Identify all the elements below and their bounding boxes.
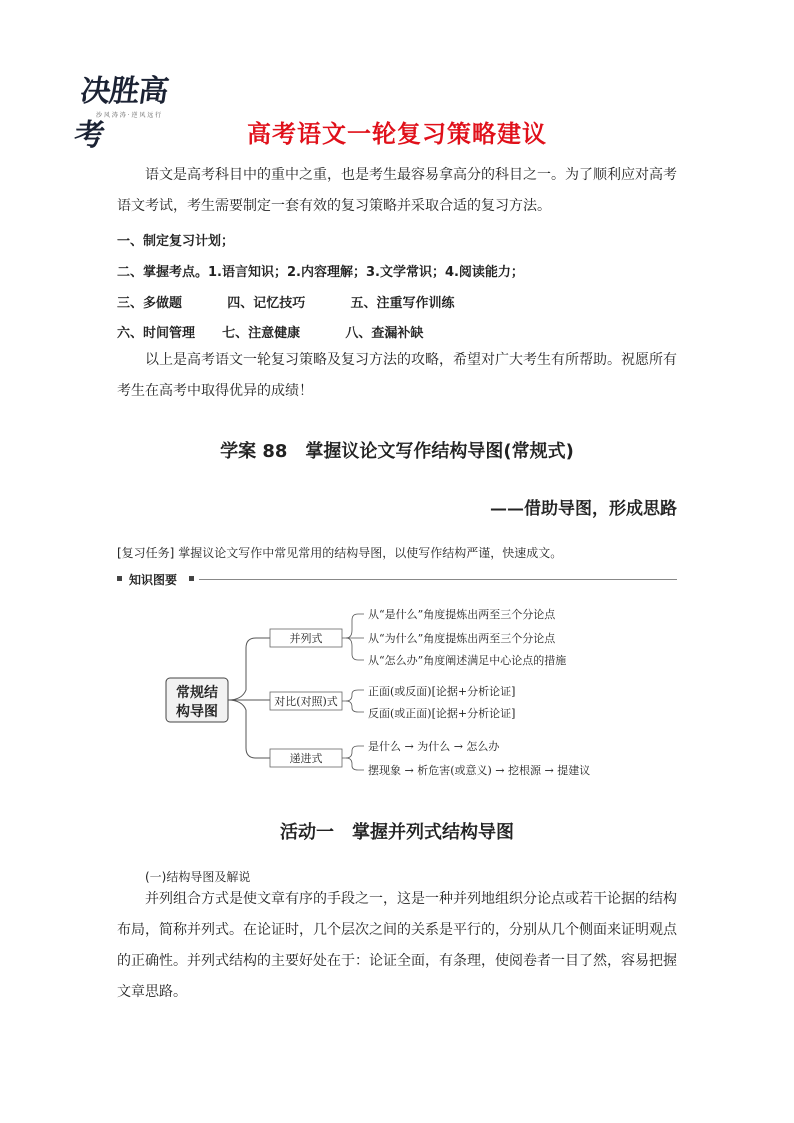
branch-label-contrast: 对比(对照)式 — [274, 695, 338, 708]
leaf-parallel-3: 从“怎么办”角度阐述满足中心论点的措施 — [368, 654, 567, 667]
intro-item-3: 三、多做题 四、记忆技巧 五、注重写作训练 — [117, 296, 455, 311]
leaf-contrast-1: 正面(或反面)[论据+分析论证] — [368, 685, 516, 698]
connector-line — [346, 701, 364, 712]
structure-mind-map — [160, 600, 640, 785]
branch-label-parallel: 并列式 — [289, 632, 323, 645]
connector-line — [342, 746, 364, 758]
divider-line — [199, 579, 677, 580]
root-label-line-2: 构导图 — [176, 704, 218, 720]
activity-title: 活动一 掌握并列式结构导图 — [280, 822, 514, 843]
connector-line — [342, 690, 364, 701]
logo-title: 决胜高考 — [71, 74, 171, 153]
page-title: 高考语文一轮复习策略建议 — [247, 120, 547, 148]
lesson-subtitle: ——借助导图，形成思路 — [490, 499, 677, 519]
connector-line — [346, 758, 364, 770]
leaf-parallel-2: 从“为什么”角度提炼出两至三个分论点 — [368, 632, 556, 645]
intro-item-2: 二、掌握考点。1.语言知识；2.内容理解；3.文学常识；4.阅读能力； — [117, 265, 524, 280]
connector-line — [342, 614, 364, 638]
knowledge-map-header — [117, 571, 677, 589]
intro-item-4: 六、时间管理 七、注意健康 八、查漏补缺 — [117, 326, 424, 341]
leaf-parallel-1: 从“是什么”角度提炼出两至三个分论点 — [368, 608, 556, 621]
review-task — [117, 544, 562, 561]
intro-paragraph: 语文是高考科目中的重中之重，也是考生最容易拿高分的科目之一。为了顺利应对高考语文考试，考生需要制定一套有效的复习策略并采取合适的复习方法。 — [117, 167, 677, 214]
review-task-text: 掌握议论文写作中常见常用的结构导图，以使写作结构严谨，快速成文。 — [178, 546, 563, 560]
logo-subtitle: 沙 风 涛 涛 · 逆 风 远 行 — [96, 112, 162, 119]
lesson-title: 学案 88 掌握议论文写作结构导图(常规式) — [220, 441, 574, 462]
connector-line — [228, 638, 270, 700]
knowledge-map-label: 知识图要 — [129, 573, 178, 587]
intro-closing: 以上是高考语文一轮复习策略及复习方法的攻略，希望对广大考生有所帮助。祝愿所有考生在高考中取得优异的成绩！ — [117, 352, 677, 399]
intro-item-1: 一、制定复习计划； — [117, 234, 235, 249]
root-label-line-1: 常规结 — [176, 685, 218, 701]
activity-paragraph: 并列组合方式是使文章有序的手段之一，这是一种并列地组织分论点或若干论据的结构布局，简称并列式。在论证时，几个层次之间的关系是平行的，分别从几个侧面来证明观点的正确性。并列式结构的主要好处在于：论证全面，有条理，使阅卷者一目了然，容易把握文章思路。 — [117, 891, 677, 1000]
bullet-square-icon — [117, 576, 122, 581]
leaf-progressive-2: 摆现象 → 析危害(或意义) → 挖根源 → 提建议 — [368, 764, 591, 777]
connector-line — [346, 638, 364, 660]
connector-line — [228, 700, 270, 758]
leaf-progressive-1: 是什么 → 为什么 → 怎么办 — [368, 740, 500, 753]
leaf-contrast-2: 反面(或正面)[论据+分析论证] — [368, 707, 516, 720]
branch-label-progressive: 递进式 — [289, 752, 323, 765]
review-task-label: [复习任务] — [117, 546, 175, 560]
bullet-square-icon — [189, 576, 194, 581]
activity-sub-heading: (一)结构导图及解说 — [145, 870, 251, 884]
